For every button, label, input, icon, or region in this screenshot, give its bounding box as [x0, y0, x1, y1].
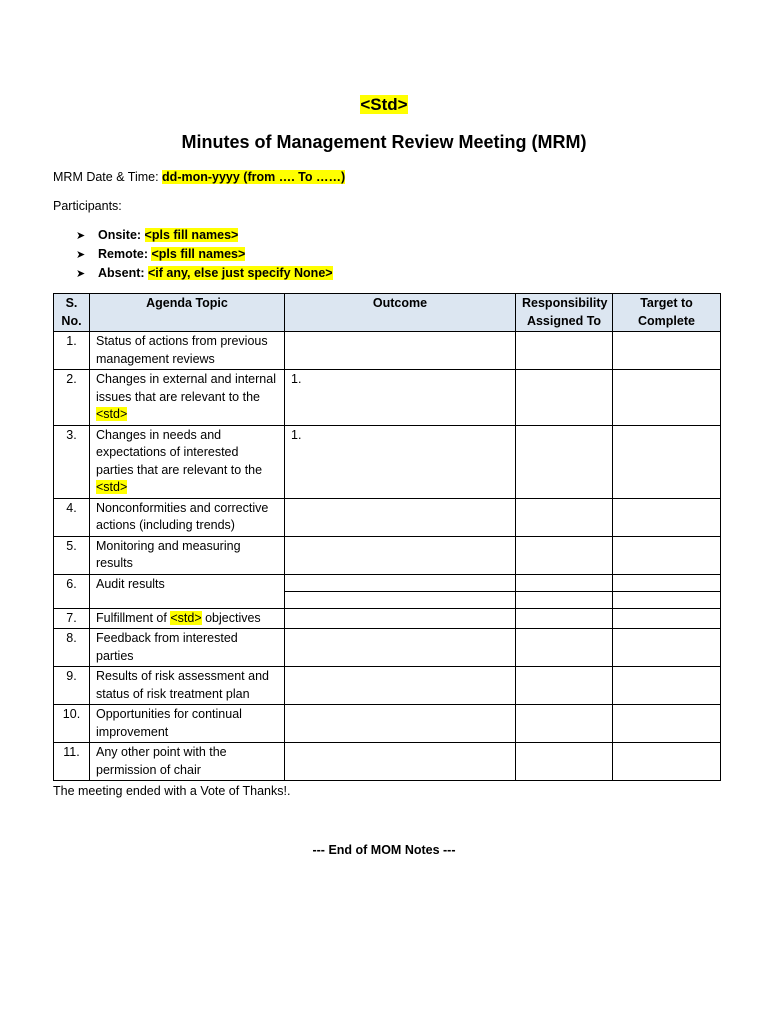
row-responsibility: [516, 629, 613, 667]
topic-text: Changes in external and internal issues that are relevant to the: [96, 372, 276, 404]
table-row: [54, 536, 721, 574]
header-outcome: Outcome: [285, 294, 516, 332]
row-outcome: [285, 629, 516, 667]
closing-statement: The meeting ended with a Vote of Thanks!.: [53, 784, 291, 798]
end-of-notes: --- End of MOM Notes ---: [312, 843, 456, 857]
table-row: [54, 425, 721, 498]
row-sno: 5.: [54, 536, 90, 574]
row-responsibility: [516, 370, 613, 426]
arrow-bullet-icon: ➤: [76, 230, 86, 242]
std-placeholder: <std>: [96, 407, 128, 421]
row-topic: [90, 498, 285, 536]
row-sno: 3.: [54, 425, 90, 498]
row-responsibility: [516, 332, 613, 370]
arrow-bullet-icon: ➤: [76, 268, 86, 280]
header-responsibility: Responsibility Assigned To: [516, 294, 613, 332]
std-placeholder: <std>: [96, 480, 128, 494]
row-target: [613, 498, 721, 536]
topic-text: Monitoring and measuring results: [96, 538, 241, 570]
std-heading: [0, 95, 768, 115]
mrm-date-line: [53, 170, 345, 184]
row-topic: [90, 705, 285, 743]
row-topic: [90, 574, 285, 608]
row-responsibility: [516, 705, 613, 743]
page-title: Minutes of Management Review Meeting (MRM): [181, 132, 587, 152]
date-label: MRM Date & Time:: [53, 170, 163, 184]
table-row: [54, 332, 721, 370]
row-sno: 1.: [54, 332, 90, 370]
table-row: [54, 574, 721, 591]
row-outcome: [285, 574, 516, 591]
topic-text: Nonconformities and corrective actions (including trends): [96, 500, 269, 532]
row-target: [613, 743, 721, 781]
row-responsibility: [516, 498, 613, 536]
participants-label: Participants:: [53, 199, 122, 213]
topic-text: Audit results: [96, 576, 165, 591]
row-responsibility: [516, 743, 613, 781]
row-target: [613, 629, 721, 667]
table-row: [54, 498, 721, 536]
row-responsibility-extra: [516, 591, 613, 608]
std-placeholder: <std>: [170, 610, 202, 625]
row-outcome: [285, 743, 516, 781]
participant-value: <if any, else just specify None>: [148, 266, 333, 280]
topic-text: Feedback from interested parties: [96, 631, 238, 663]
row-target: [613, 425, 721, 498]
row-topic: [90, 536, 285, 574]
row-target: [613, 332, 721, 370]
table-row: [54, 705, 721, 743]
topic-text: Opportunities for continual improvement: [96, 707, 242, 739]
row-target: [613, 574, 721, 591]
topic-text-post: objectives: [201, 610, 261, 625]
row-responsibility: [516, 574, 613, 591]
participant-label: Remote:: [98, 247, 152, 261]
topic-text: Status of actions from previous management reviews: [96, 334, 268, 366]
row-topic: [90, 629, 285, 667]
row-sno: 4.: [54, 498, 90, 536]
row-sno: 10.: [54, 705, 90, 743]
participant-remote: [76, 246, 333, 265]
topic-text: Results of risk assessment and status of risk treatment plan: [96, 669, 269, 701]
row-sno: 9.: [54, 667, 90, 705]
row-target: [613, 608, 721, 629]
header-agenda-topic: Agenda Topic: [90, 294, 285, 332]
row-responsibility: [516, 667, 613, 705]
table-row: [54, 608, 721, 629]
topic-text: Changes in needs and expectations of interested parties that are relevant to the: [96, 427, 263, 477]
topic-text: Any other point with the permission of chair: [96, 745, 227, 777]
row-outcome: [285, 536, 516, 574]
row-outcome: [285, 608, 516, 629]
row-responsibility: [516, 608, 613, 629]
table-header-row: [54, 294, 721, 332]
table-row: [54, 629, 721, 667]
row-target: [613, 370, 721, 426]
row-sno: 7.: [54, 608, 90, 629]
row-topic: [90, 370, 285, 426]
date-value: dd-mon-yyyy (from …. To ……): [162, 170, 346, 184]
row-topic: [90, 743, 285, 781]
row-outcome: 1.: [285, 425, 516, 498]
row-target-extra: [613, 591, 721, 608]
row-topic: [90, 332, 285, 370]
participant-absent: [76, 265, 333, 284]
topic-text: Fulfillment of: [96, 610, 171, 625]
row-sno: 8.: [54, 629, 90, 667]
row-outcome: [285, 498, 516, 536]
row-topic: [90, 425, 285, 498]
header-target: Target to Complete: [613, 294, 721, 332]
participants-list: [76, 227, 333, 284]
table-row: [54, 370, 721, 426]
arrow-bullet-icon: ➤: [76, 249, 86, 261]
table-row: [54, 667, 721, 705]
row-outcome-extra: [285, 591, 516, 608]
row-target: [613, 667, 721, 705]
participant-value: <pls fill names>: [144, 228, 239, 242]
row-topic: [90, 608, 285, 629]
agenda-table: [53, 293, 721, 781]
participant-value: <pls fill names>: [151, 247, 246, 261]
row-responsibility: [516, 425, 613, 498]
row-topic: [90, 667, 285, 705]
row-outcome: 1.: [285, 370, 516, 426]
row-outcome: [285, 332, 516, 370]
table-row: [54, 743, 721, 781]
row-sno: 2.: [54, 370, 90, 426]
row-target: [613, 536, 721, 574]
row-outcome: [285, 705, 516, 743]
participant-onsite: [76, 227, 333, 246]
participant-label: Absent:: [98, 266, 148, 280]
row-sno: 6.: [54, 574, 90, 608]
row-outcome: [285, 667, 516, 705]
header-sno: S. No.: [54, 294, 90, 332]
row-responsibility: [516, 536, 613, 574]
std-tag: <Std>: [360, 95, 408, 114]
participant-label: Onsite:: [98, 228, 145, 242]
row-target: [613, 705, 721, 743]
row-sno: 11.: [54, 743, 90, 781]
